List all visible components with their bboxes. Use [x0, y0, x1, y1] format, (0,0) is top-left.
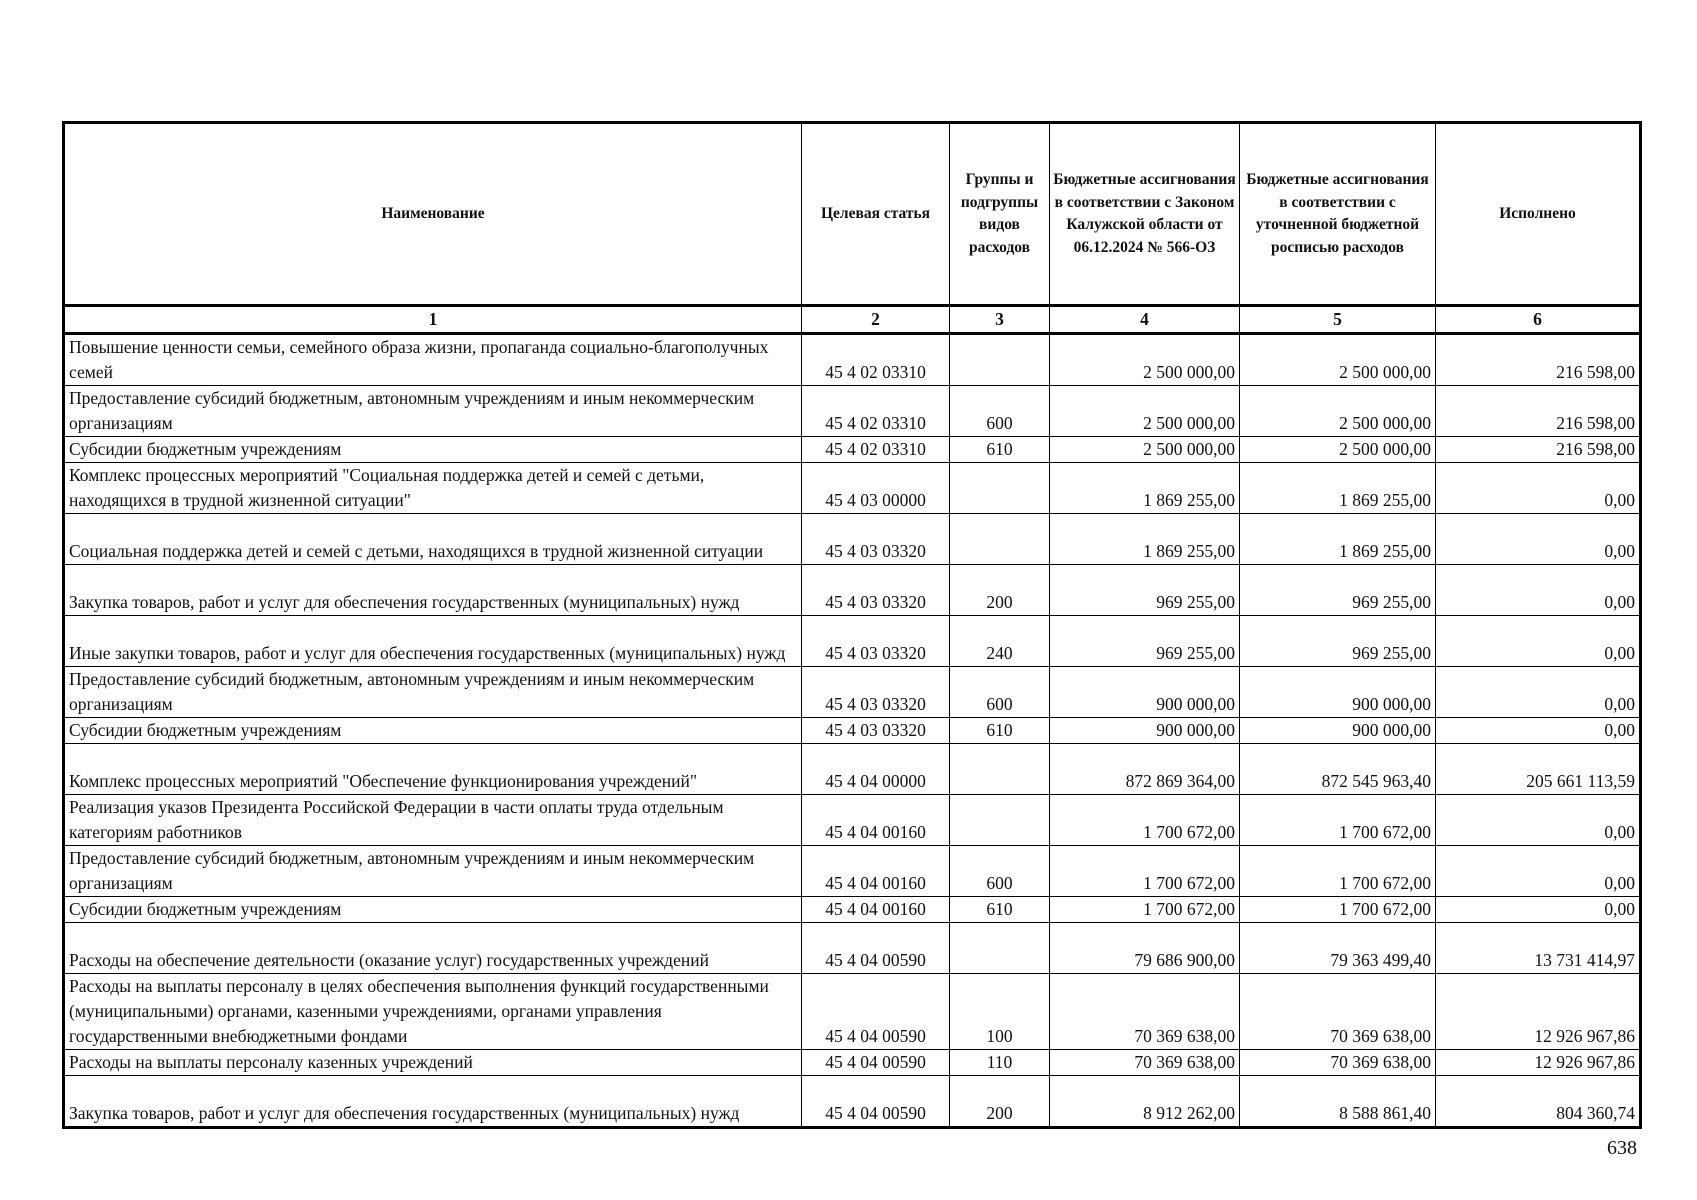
table-row [64, 923, 1641, 974]
row-name: Социальная поддержка детей и семей с детьми, находящихся в трудной жизненной ситуации [64, 514, 802, 565]
table-row [64, 897, 1641, 923]
row-law-allocation: 969 255,00 [1050, 616, 1240, 667]
row-law-allocation: 70 369 638,00 [1050, 1050, 1240, 1076]
row-executed: 216 598,00 [1436, 334, 1641, 386]
row-expense-group: 600 [950, 846, 1050, 897]
row-expense-group [950, 744, 1050, 795]
row-executed: 0,00 [1436, 616, 1641, 667]
column-number: 2 [802, 306, 950, 334]
row-executed: 12 926 967,86 [1436, 974, 1641, 1050]
row-name: Субсидии бюджетным учреждениям [64, 718, 802, 744]
row-name: Расходы на обеспечение деятельности (оказание услуг) государственных учреждений [64, 923, 802, 974]
row-refined-allocation: 70 369 638,00 [1240, 1050, 1436, 1076]
row-executed: 0,00 [1436, 565, 1641, 616]
row-law-allocation: 969 255,00 [1050, 565, 1240, 616]
row-target-article: 45 4 04 00160 [802, 795, 950, 846]
row-target-article: 45 4 03 03320 [802, 514, 950, 565]
row-target-article: 45 4 04 00590 [802, 974, 950, 1050]
row-target-article: 45 4 02 03310 [802, 386, 950, 437]
row-target-article: 45 4 04 00590 [802, 1076, 950, 1128]
table-row [64, 616, 1641, 667]
row-law-allocation: 872 869 364,00 [1050, 744, 1240, 795]
row-name: Закупка товаров, работ и услуг для обеспечения государственных (муниципальных) нужд [64, 1076, 802, 1128]
table-row [64, 974, 1641, 1050]
column-number: 4 [1050, 306, 1240, 334]
row-law-allocation: 79 686 900,00 [1050, 923, 1240, 974]
row-law-allocation: 70 369 638,00 [1050, 974, 1240, 1050]
row-refined-allocation: 900 000,00 [1240, 718, 1436, 744]
row-name: Закупка товаров, работ и услуг для обеспечения государственных (муниципальных) нужд [64, 565, 802, 616]
row-refined-allocation: 8 588 861,40 [1240, 1076, 1436, 1128]
row-refined-allocation: 900 000,00 [1240, 667, 1436, 718]
header-law-allocation: Бюджетные ассигнования в соответствии с Законом Калужской области от 06.12.2024 № 566-ОЗ [1050, 123, 1240, 306]
page-number: 638 [1607, 1137, 1637, 1159]
table-row [64, 667, 1641, 718]
row-expense-group [950, 463, 1050, 514]
table-row [64, 1050, 1641, 1076]
row-name: Реализация указов Президента Российской Федерации в части оплаты труда отдельным категориям работников [64, 795, 802, 846]
header-row [64, 123, 1641, 306]
row-name: Расходы на выплаты персоналу в целях обеспечения выполнения функций государственными (муниципальными) органами, казенными учреждениями, органами управления государственными внебюджетными фондами [64, 974, 802, 1050]
row-name: Предоставление субсидий бюджетным, автономным учреждениям и иным некоммерческим организациям [64, 846, 802, 897]
row-executed: 0,00 [1436, 667, 1641, 718]
row-law-allocation: 1 700 672,00 [1050, 897, 1240, 923]
row-expense-group: 110 [950, 1050, 1050, 1076]
table-row [64, 514, 1641, 565]
row-name: Предоставление субсидий бюджетным, автономным учреждениям и иным некоммерческим организациям [64, 386, 802, 437]
row-refined-allocation: 1 700 672,00 [1240, 846, 1436, 897]
row-expense-group [950, 923, 1050, 974]
row-law-allocation: 1 700 672,00 [1050, 846, 1240, 897]
row-refined-allocation: 872 545 963,40 [1240, 744, 1436, 795]
row-name: Комплекс процессных мероприятий "Обеспечение функционирования учреждений" [64, 744, 802, 795]
row-refined-allocation: 1 869 255,00 [1240, 514, 1436, 565]
row-expense-group [950, 334, 1050, 386]
row-expense-group: 600 [950, 386, 1050, 437]
row-name: Комплекс процессных мероприятий "Социальная поддержка детей и семей с детьми, находящихся в трудной жизненной ситуации" [64, 463, 802, 514]
row-law-allocation: 2 500 000,00 [1050, 386, 1240, 437]
row-name: Субсидии бюджетным учреждениям [64, 437, 802, 463]
row-refined-allocation: 2 500 000,00 [1240, 437, 1436, 463]
column-number: 5 [1240, 306, 1436, 334]
header-executed: Исполнено [1436, 123, 1641, 306]
row-executed: 13 731 414,97 [1436, 923, 1641, 974]
row-name: Предоставление субсидий бюджетным, автономным учреждениям и иным некоммерческим организациям [64, 667, 802, 718]
row-target-article: 45 4 04 00160 [802, 897, 950, 923]
row-expense-group: 240 [950, 616, 1050, 667]
row-law-allocation: 2 500 000,00 [1050, 437, 1240, 463]
row-name: Повышение ценности семьи, семейного образа жизни, пропаганда социально-благополучных семей [64, 334, 802, 386]
column-number: 6 [1436, 306, 1641, 334]
row-executed: 216 598,00 [1436, 386, 1641, 437]
table-row [64, 795, 1641, 846]
row-law-allocation: 8 912 262,00 [1050, 1076, 1240, 1128]
row-target-article: 45 4 02 03310 [802, 334, 950, 386]
row-executed: 0,00 [1436, 463, 1641, 514]
table-row [64, 846, 1641, 897]
row-law-allocation: 1 869 255,00 [1050, 514, 1240, 565]
row-expense-group: 610 [950, 437, 1050, 463]
row-target-article: 45 4 03 03320 [802, 616, 950, 667]
header-refined-allocation: Бюджетные ассигнования в соответствии с уточненной бюджетной росписью расходов [1240, 123, 1436, 306]
row-expense-group: 200 [950, 1076, 1050, 1128]
row-refined-allocation: 79 363 499,40 [1240, 923, 1436, 974]
column-number: 1 [64, 306, 802, 334]
row-expense-group: 100 [950, 974, 1050, 1050]
row-refined-allocation: 969 255,00 [1240, 616, 1436, 667]
table-row [64, 437, 1641, 463]
row-target-article: 45 4 04 00590 [802, 923, 950, 974]
row-name: Субсидии бюджетным учреждениям [64, 897, 802, 923]
row-executed: 216 598,00 [1436, 437, 1641, 463]
row-law-allocation: 900 000,00 [1050, 718, 1240, 744]
row-target-article: 45 4 02 03310 [802, 437, 950, 463]
header-expense-group: Группы и подгруппы видов расходов [950, 123, 1050, 306]
row-executed: 0,00 [1436, 795, 1641, 846]
row-law-allocation: 900 000,00 [1050, 667, 1240, 718]
table-row [64, 718, 1641, 744]
row-executed: 205 661 113,59 [1436, 744, 1641, 795]
row-executed: 12 926 967,86 [1436, 1050, 1641, 1076]
row-expense-group: 610 [950, 897, 1050, 923]
table-row [64, 463, 1641, 514]
row-target-article: 45 4 03 03320 [802, 718, 950, 744]
row-refined-allocation: 1 700 672,00 [1240, 897, 1436, 923]
row-expense-group: 200 [950, 565, 1050, 616]
row-refined-allocation: 70 369 638,00 [1240, 974, 1436, 1050]
row-expense-group [950, 795, 1050, 846]
column-number: 3 [950, 306, 1050, 334]
row-name: Иные закупки товаров, работ и услуг для обеспечения государственных (муниципальных) нужд [64, 616, 802, 667]
row-executed: 0,00 [1436, 897, 1641, 923]
table-row [64, 565, 1641, 616]
row-executed: 0,00 [1436, 846, 1641, 897]
row-refined-allocation: 969 255,00 [1240, 565, 1436, 616]
column-number-row [64, 306, 1641, 334]
row-executed: 0,00 [1436, 514, 1641, 565]
row-refined-allocation: 1 700 672,00 [1240, 795, 1436, 846]
row-expense-group: 600 [950, 667, 1050, 718]
row-law-allocation: 1 869 255,00 [1050, 463, 1240, 514]
header-target-article: Целевая статья [802, 123, 950, 306]
row-expense-group: 610 [950, 718, 1050, 744]
row-refined-allocation: 2 500 000,00 [1240, 334, 1436, 386]
row-target-article: 45 4 04 00000 [802, 744, 950, 795]
row-target-article: 45 4 03 03320 [802, 565, 950, 616]
row-refined-allocation: 2 500 000,00 [1240, 386, 1436, 437]
row-law-allocation: 2 500 000,00 [1050, 334, 1240, 386]
row-target-article: 45 4 03 03320 [802, 667, 950, 718]
row-target-article: 45 4 04 00160 [802, 846, 950, 897]
row-executed: 804 360,74 [1436, 1076, 1641, 1128]
row-name: Расходы на выплаты персоналу казенных учреждений [64, 1050, 802, 1076]
row-expense-group [950, 514, 1050, 565]
row-target-article: 45 4 04 00590 [802, 1050, 950, 1076]
row-law-allocation: 1 700 672,00 [1050, 795, 1240, 846]
row-target-article: 45 4 03 00000 [802, 463, 950, 514]
header-name: Наименование [64, 123, 802, 306]
table-row [64, 334, 1641, 386]
budget-table [62, 121, 1642, 1129]
row-refined-allocation: 1 869 255,00 [1240, 463, 1436, 514]
table-row [64, 744, 1641, 795]
table-row [64, 386, 1641, 437]
row-executed: 0,00 [1436, 718, 1641, 744]
table-row [64, 1076, 1641, 1128]
